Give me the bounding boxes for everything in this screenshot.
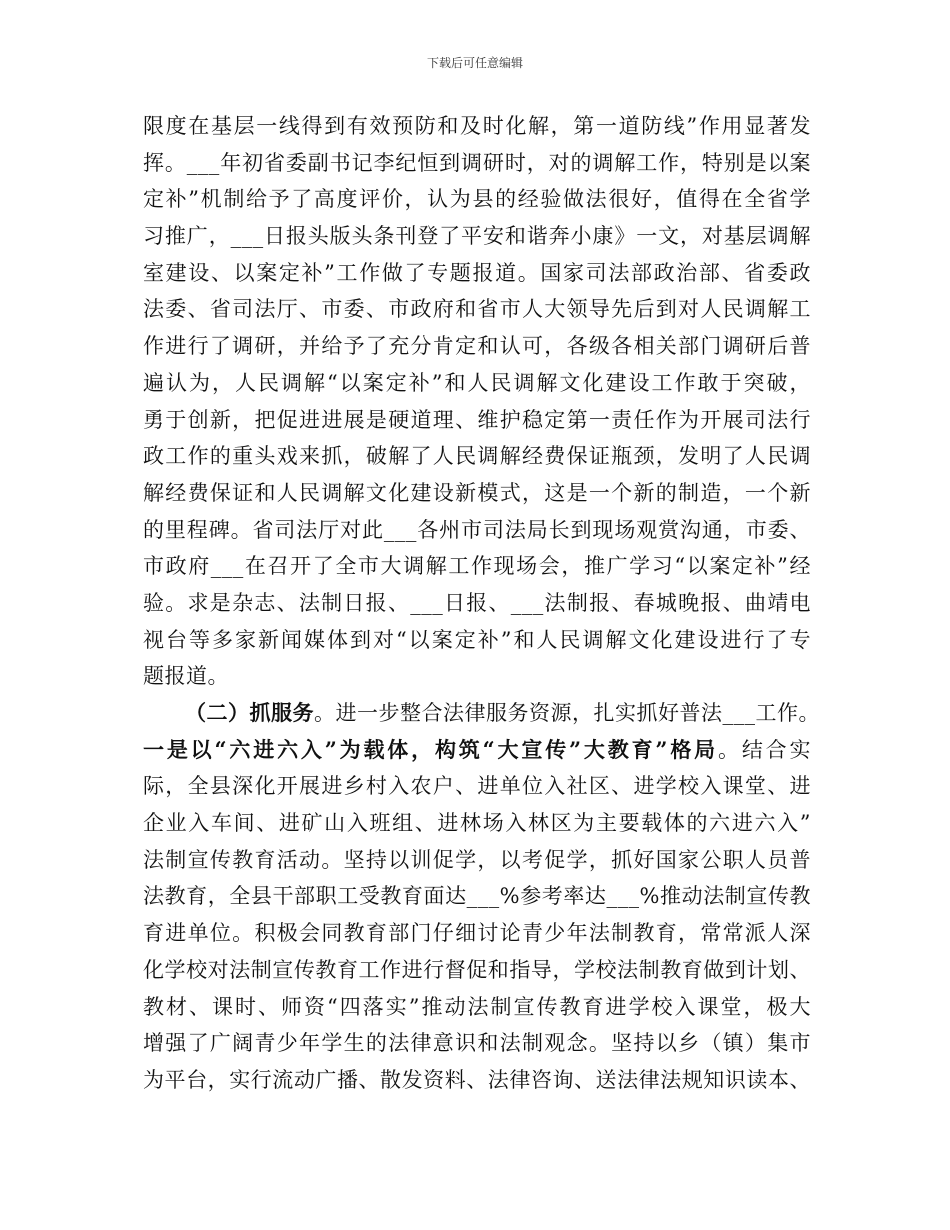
text-line: 市政府___在召开了全市大调解工作现场会，推广学习“以案定补”经 xyxy=(143,554,811,579)
text-line: 际，全县深化开展进乡村入农户、进单位入社区、进学校入课堂、进 xyxy=(143,774,811,799)
text-line: 教材、课时、师资“四落实”推动法制宣传教育进学校入课堂，极大 xyxy=(143,994,811,1019)
text-span: 。进一步整合法律服务资源，扎实抓好普法___工作。 xyxy=(314,701,820,725)
text-line: 挥。___年初省委副书记李纪恒到调研时，对的调解工作，特别是以案 xyxy=(143,150,811,175)
text-line: 化学校对法制宣传教育工作进行督促和指导，学校法制教育做到计划、 xyxy=(143,957,811,982)
section-heading: （二）抓服务 xyxy=(185,700,314,725)
text-line: 室建设、以案定补”工作做了专题报道。国家司法部政治部、省委政 xyxy=(143,260,811,285)
text-line: 的里程碑。省司法厅对此___各州市司法局长到现场观赏沟通，市委、 xyxy=(143,517,811,542)
text-line: 定补”机制给予了高度评价，认为县的经验做法很好，值得在全省学 xyxy=(143,187,811,212)
text-line: 遍认为，人民调解“以案定补”和人民调解文化建设工作敢于突破， xyxy=(143,370,811,395)
text-line: 增强了广阔青少年学生的法律意识和法制观念。坚持以乡（镇）集市 xyxy=(143,1031,811,1056)
bold-sentence-line xyxy=(143,732,811,769)
text-line: 视台等多家新闻媒体到对“以案定补”和人民调解文化建设进行了专 xyxy=(143,627,811,652)
text-line: 作进行了调研，并给予了充分肯定和认可，各级各相关部门调研后普 xyxy=(143,334,811,359)
text-line: 为平台，实行流动广播、散发资料、法律咨询、送法律法规知识读本、 xyxy=(143,1067,811,1092)
page-header: 下载后可任意编辑 xyxy=(426,56,523,70)
text-line: 法制宣传教育活动。坚持以训促学，以考促学，抓好国家公职人员普 xyxy=(143,847,811,872)
text-line: 法委、省司法厅、市委、市政府和省市人大领导先后到对人民调解工 xyxy=(143,297,811,322)
text-line: 题报道。 xyxy=(143,664,229,689)
text-line: 育进单位。积极会同教育部门仔细讨论青少年法制教育，常常派人深 xyxy=(143,921,811,946)
text-line: 限度在基层一线得到有效预防和及时化解，第一道防线”作用显著发 xyxy=(143,114,811,138)
text-line: 习推广，___日报头版头条刊登了平安和谐奔小康》一文，对基层调解 xyxy=(143,224,811,249)
paragraph-1 xyxy=(143,108,811,695)
section-heading-line xyxy=(143,695,820,732)
paragraph-2 xyxy=(143,695,820,1099)
document-body xyxy=(143,108,820,1099)
text-span: 。结合实 xyxy=(718,737,811,762)
text-line: 验。求是杂志、法制日报、___日报、___法制报、春城晚报、曲靖电 xyxy=(143,590,811,615)
text-line: 解经费保证和人民调解文化建设新模式，这是一个新的制造，一个新 xyxy=(143,480,811,505)
text-line: 企业入车间、进矿山入班组、进林场入林区为主要载体的六进六入” xyxy=(143,811,811,836)
text-line: 勇于创新，把促进进展是硬道理、维护稳定第一责任作为开展司法行 xyxy=(143,407,811,432)
text-line: 政工作的重头戏来抓，破解了人民调解经费保证瓶颈，发明了人民调 xyxy=(143,444,811,469)
text-line: 法教育，全县干部职工受教育面达___%参考率达___%推动法制宣传教 xyxy=(143,884,811,909)
bold-sentence: 一是以“六进六入”为载体，构筑“大宣传”大教育”格局 xyxy=(143,736,718,762)
